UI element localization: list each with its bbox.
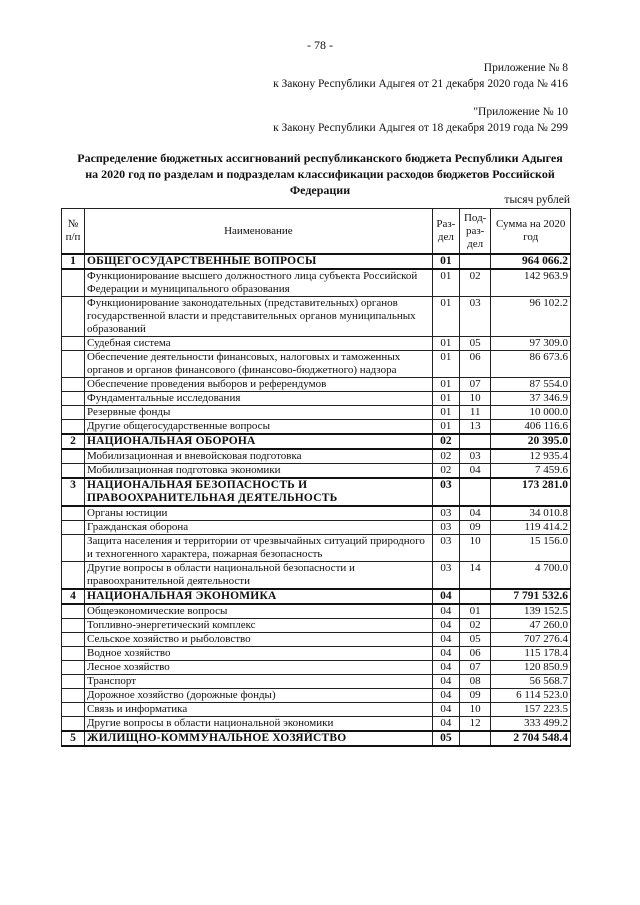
row-number bbox=[62, 675, 85, 689]
row-name: ОБЩЕГОСУДАРСТВЕННЫЕ ВОПРОСЫ bbox=[85, 254, 433, 269]
row-sum: 4 700.0 bbox=[491, 562, 571, 590]
row-sum: 2 704 548.4 bbox=[491, 731, 571, 746]
row-section-code: 01 bbox=[432, 420, 459, 435]
table-row bbox=[62, 351, 571, 378]
table-row bbox=[62, 703, 571, 717]
row-section-code: 01 bbox=[432, 378, 459, 392]
row-section-code: 04 bbox=[432, 604, 459, 619]
row-sum: 87 554.0 bbox=[491, 378, 571, 392]
row-section-code: 03 bbox=[432, 478, 459, 506]
row-section-code: 04 bbox=[432, 619, 459, 633]
row-section-code: 01 bbox=[432, 392, 459, 406]
annex-previous-number: "Приложение № 10 bbox=[473, 106, 568, 118]
row-subsection-code: 14 bbox=[459, 562, 490, 590]
row-number bbox=[62, 297, 85, 337]
row-number bbox=[62, 464, 85, 479]
annex-previous bbox=[273, 104, 568, 136]
row-number bbox=[62, 661, 85, 675]
row-sum: 173 281.0 bbox=[491, 478, 571, 506]
units-label: тысяч рублей bbox=[504, 194, 570, 206]
table-row bbox=[62, 378, 571, 392]
row-name: ЖИЛИЩНО-КОММУНАЛЬНОЕ ХОЗЯЙСТВО bbox=[85, 731, 433, 746]
row-section-code: 01 bbox=[432, 269, 459, 297]
table-header-row bbox=[62, 209, 571, 255]
row-subsection-code: 06 bbox=[459, 351, 490, 378]
row-sum: 119 414.2 bbox=[491, 521, 571, 535]
row-section-code: 04 bbox=[432, 661, 459, 675]
row-sum: 707 276.4 bbox=[491, 633, 571, 647]
row-number bbox=[62, 717, 85, 732]
row-name: Лесное хозяйство bbox=[85, 661, 433, 675]
row-section-code: 02 bbox=[432, 449, 459, 464]
row-subsection-code: 05 bbox=[459, 337, 490, 351]
row-number bbox=[62, 562, 85, 590]
table-row bbox=[62, 464, 571, 479]
row-subsection-code: 07 bbox=[459, 378, 490, 392]
row-name: НАЦИОНАЛЬНАЯ БЕЗОПАСНОСТЬ И ПРАВООХРАНИТЕЛЬНАЯ ДЕЯТЕЛЬНОСТЬ bbox=[85, 478, 433, 506]
row-name: Фундаментальные исследования bbox=[85, 392, 433, 406]
row-number bbox=[62, 420, 85, 435]
row-name: Другие вопросы в области национальной безопасности и правоохранительной деятельности bbox=[85, 562, 433, 590]
row-sum: 142 963.9 bbox=[491, 269, 571, 297]
row-number: 5 bbox=[62, 731, 85, 746]
row-sum: 86 673.6 bbox=[491, 351, 571, 378]
row-number bbox=[62, 269, 85, 297]
header-name: Наименование bbox=[85, 209, 433, 255]
row-sum: 96 102.2 bbox=[491, 297, 571, 337]
header-section: Раз- дел bbox=[432, 209, 459, 255]
row-section-code: 01 bbox=[432, 406, 459, 420]
row-sum: 97 309.0 bbox=[491, 337, 571, 351]
table-row bbox=[62, 269, 571, 297]
row-section-code: 04 bbox=[432, 675, 459, 689]
document-title: Распределение бюджетных ассигнований республиканского бюджета Республики Адыгея на 2020 год по разделам и подразделам классификации расходов бюджетов Российской Федерации bbox=[77, 151, 563, 197]
row-subsection-code bbox=[459, 254, 490, 269]
table-row bbox=[62, 562, 571, 590]
row-section-code: 04 bbox=[432, 647, 459, 661]
row-number bbox=[62, 604, 85, 619]
row-sum: 15 156.0 bbox=[491, 535, 571, 562]
row-subsection-code: 08 bbox=[459, 675, 490, 689]
row-sum: 20 395.0 bbox=[491, 434, 571, 449]
row-subsection-code: 02 bbox=[459, 269, 490, 297]
row-subsection-code: 10 bbox=[459, 703, 490, 717]
row-section-code: 04 bbox=[432, 589, 459, 604]
row-subsection-code: 04 bbox=[459, 464, 490, 479]
page-number: - 78 - bbox=[307, 38, 333, 52]
row-number: 4 bbox=[62, 589, 85, 604]
row-number bbox=[62, 689, 85, 703]
row-name: Обеспечение деятельности финансовых, налоговых и таможенных органов и органов финансового (финансово-бюджетного) надзора bbox=[85, 351, 433, 378]
row-name: Гражданская оборона bbox=[85, 521, 433, 535]
row-sum: 12 935.4 bbox=[491, 449, 571, 464]
row-number bbox=[62, 535, 85, 562]
row-sum: 157 223.5 bbox=[491, 703, 571, 717]
table-body bbox=[62, 254, 571, 746]
header-sum: Сумма на 2020 год bbox=[491, 209, 571, 255]
annex-previous-law: к Закону Республики Адыгея от 18 декабря 2019 года № 299 bbox=[273, 122, 568, 134]
row-subsection-code: 03 bbox=[459, 297, 490, 337]
row-sum: 7 459.6 bbox=[491, 464, 571, 479]
section-row bbox=[62, 589, 571, 604]
row-subsection-code: 12 bbox=[459, 717, 490, 732]
table-row bbox=[62, 717, 571, 732]
table-row bbox=[62, 535, 571, 562]
row-section-code: 03 bbox=[432, 562, 459, 590]
table-row bbox=[62, 337, 571, 351]
row-number bbox=[62, 337, 85, 351]
row-number bbox=[62, 619, 85, 633]
row-subsection-code: 07 bbox=[459, 661, 490, 675]
row-section-code: 04 bbox=[432, 717, 459, 732]
row-name: НАЦИОНАЛЬНАЯ ОБОРОНА bbox=[85, 434, 433, 449]
row-subsection-code bbox=[459, 434, 490, 449]
section-row bbox=[62, 731, 571, 746]
row-number bbox=[62, 506, 85, 521]
section-row bbox=[62, 478, 571, 506]
row-name: Другие общегосударственные вопросы bbox=[85, 420, 433, 435]
row-name: Защита населения и территории от чрезвычайных ситуаций природного и техногенного характера, пожарная безопасность bbox=[85, 535, 433, 562]
row-section-code: 04 bbox=[432, 633, 459, 647]
row-number bbox=[62, 392, 85, 406]
row-number bbox=[62, 378, 85, 392]
table-row bbox=[62, 647, 571, 661]
row-name: Функционирование законодательных (представительных) органов государственной власти и представительных органов муниципальных образований bbox=[85, 297, 433, 337]
row-subsection-code: 06 bbox=[459, 647, 490, 661]
row-sum: 406 116.6 bbox=[491, 420, 571, 435]
row-sum: 10 000.0 bbox=[491, 406, 571, 420]
header-num: № п/п bbox=[62, 209, 85, 255]
table-row bbox=[62, 392, 571, 406]
row-number: 1 bbox=[62, 254, 85, 269]
row-sum: 37 346.9 bbox=[491, 392, 571, 406]
annex-current-number: Приложение № 8 bbox=[483, 62, 568, 74]
row-name: Другие вопросы в области национальной экономики bbox=[85, 717, 433, 732]
table-row bbox=[62, 633, 571, 647]
section-row bbox=[62, 434, 571, 449]
row-section-code: 04 bbox=[432, 689, 459, 703]
row-sum: 333 499.2 bbox=[491, 717, 571, 732]
row-subsection-code: 01 bbox=[459, 604, 490, 619]
row-number bbox=[62, 703, 85, 717]
row-subsection-code: 09 bbox=[459, 521, 490, 535]
row-subsection-code: 04 bbox=[459, 506, 490, 521]
row-sum: 47 260.0 bbox=[491, 619, 571, 633]
row-sum: 964 066.2 bbox=[491, 254, 571, 269]
row-section-code: 01 bbox=[432, 337, 459, 351]
table-row bbox=[62, 675, 571, 689]
row-section-code: 02 bbox=[432, 434, 459, 449]
row-subsection-code: 11 bbox=[459, 406, 490, 420]
row-name: Судебная система bbox=[85, 337, 433, 351]
row-name: Связь и информатика bbox=[85, 703, 433, 717]
row-number bbox=[62, 633, 85, 647]
row-name: Транспорт bbox=[85, 675, 433, 689]
row-sum: 7 791 532.6 bbox=[491, 589, 571, 604]
annex-current bbox=[273, 60, 568, 92]
row-number bbox=[62, 406, 85, 420]
row-section-code: 04 bbox=[432, 703, 459, 717]
header-subsection: Под- раз- дел bbox=[459, 209, 490, 255]
row-number bbox=[62, 521, 85, 535]
row-subsection-code: 13 bbox=[459, 420, 490, 435]
row-name: Обеспечение проведения выборов и референдумов bbox=[85, 378, 433, 392]
budget-table bbox=[61, 208, 571, 747]
row-section-code: 01 bbox=[432, 297, 459, 337]
row-name: Органы юстиции bbox=[85, 506, 433, 521]
row-name: Резервные фонды bbox=[85, 406, 433, 420]
section-row bbox=[62, 254, 571, 269]
row-number: 2 bbox=[62, 434, 85, 449]
row-subsection-code bbox=[459, 731, 490, 746]
row-name: Функционирование высшего должностного лица субъекта Российской Федерации и муниципального образования bbox=[85, 269, 433, 297]
row-subsection-code: 10 bbox=[459, 392, 490, 406]
table-row bbox=[62, 406, 571, 420]
row-subsection-code bbox=[459, 478, 490, 506]
table-row bbox=[62, 506, 571, 521]
table-row bbox=[62, 420, 571, 435]
row-name: Топливно-энергетический комплекс bbox=[85, 619, 433, 633]
row-sum: 34 010.8 bbox=[491, 506, 571, 521]
row-name: Мобилизационная подготовка экономики bbox=[85, 464, 433, 479]
table-row bbox=[62, 661, 571, 675]
row-number bbox=[62, 351, 85, 378]
row-name: Сельское хозяйство и рыболовство bbox=[85, 633, 433, 647]
row-subsection-code bbox=[459, 589, 490, 604]
row-number: 3 bbox=[62, 478, 85, 506]
row-subsection-code: 02 bbox=[459, 619, 490, 633]
row-section-code: 02 bbox=[432, 464, 459, 479]
row-section-code: 01 bbox=[432, 254, 459, 269]
row-sum: 115 178.4 bbox=[491, 647, 571, 661]
row-section-code: 03 bbox=[432, 506, 459, 521]
row-name: Водное хозяйство bbox=[85, 647, 433, 661]
row-number bbox=[62, 449, 85, 464]
row-sum: 120 850.9 bbox=[491, 661, 571, 675]
row-section-code: 05 bbox=[432, 731, 459, 746]
table-row bbox=[62, 297, 571, 337]
row-number bbox=[62, 647, 85, 661]
row-name: Дорожное хозяйство (дорожные фонды) bbox=[85, 689, 433, 703]
table-row bbox=[62, 619, 571, 633]
row-sum: 6 114 523.0 bbox=[491, 689, 571, 703]
table-row bbox=[62, 449, 571, 464]
table-row bbox=[62, 521, 571, 535]
annex-current-law: к Закону Республики Адыгея от 21 декабря 2020 года № 416 bbox=[273, 78, 568, 90]
row-subsection-code: 05 bbox=[459, 633, 490, 647]
table-row bbox=[62, 604, 571, 619]
row-section-code: 03 bbox=[432, 521, 459, 535]
row-sum: 139 152.5 bbox=[491, 604, 571, 619]
table-row bbox=[62, 689, 571, 703]
row-section-code: 03 bbox=[432, 535, 459, 562]
row-subsection-code: 10 bbox=[459, 535, 490, 562]
row-sum: 56 568.7 bbox=[491, 675, 571, 689]
row-subsection-code: 09 bbox=[459, 689, 490, 703]
row-subsection-code: 03 bbox=[459, 449, 490, 464]
row-name: Общеэкономические вопросы bbox=[85, 604, 433, 619]
row-name: НАЦИОНАЛЬНАЯ ЭКОНОМИКА bbox=[85, 589, 433, 604]
row-section-code: 01 bbox=[432, 351, 459, 378]
row-name: Мобилизационная и вневойсковая подготовка bbox=[85, 449, 433, 464]
